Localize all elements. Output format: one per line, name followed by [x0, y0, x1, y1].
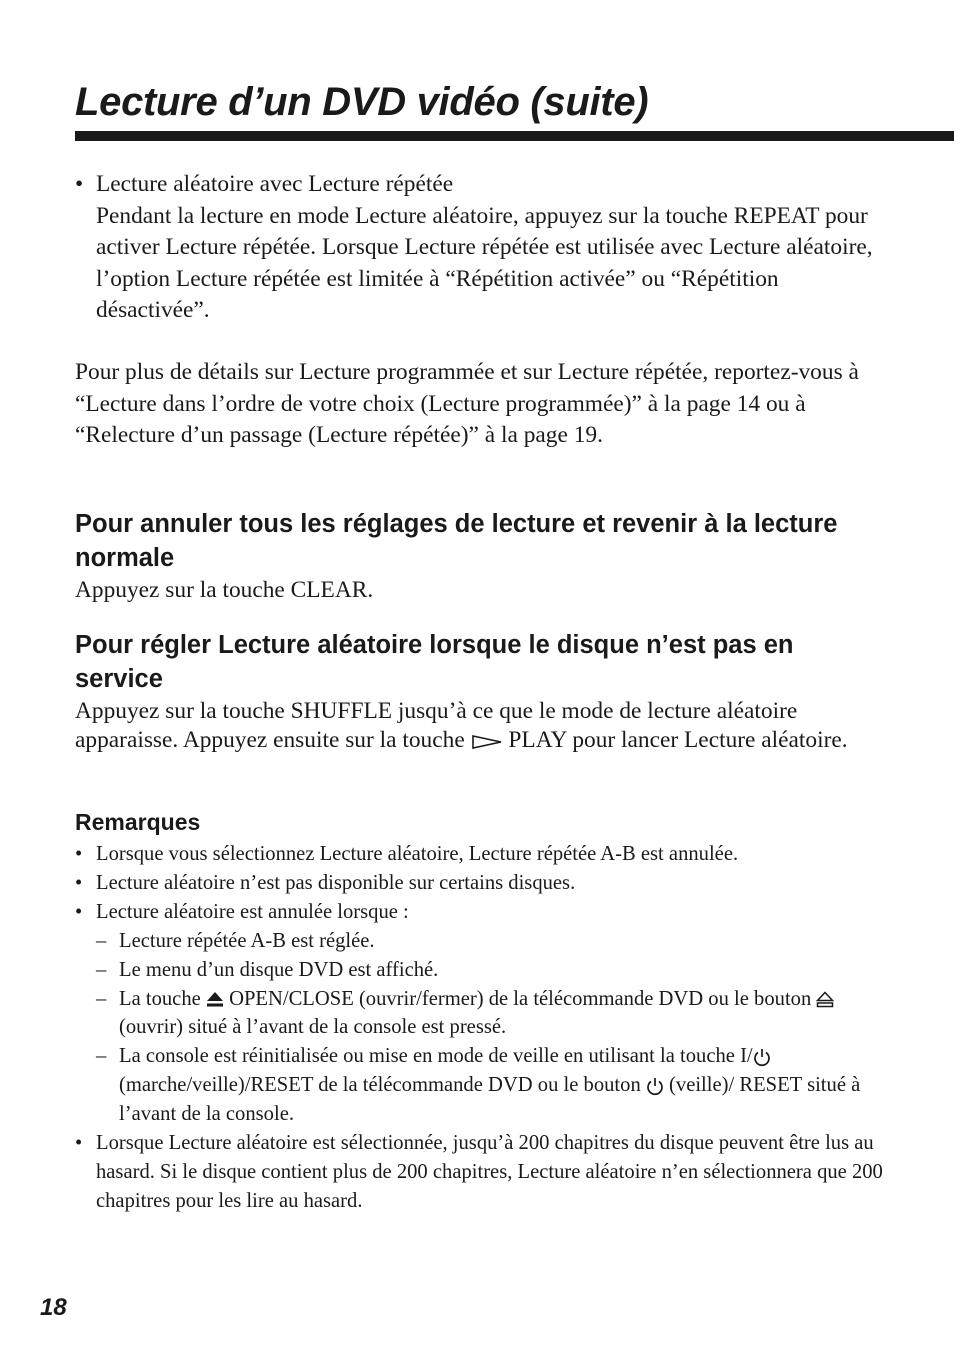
page-title: Lecture d’un DVD vidéo (suite): [75, 80, 649, 124]
note-item: • Lorsque vous sélectionnez Lecture aléatoire, Lecture répétée A-B est annulée.: [75, 843, 739, 865]
section-heading-shuffle: Pour régler Lecture aléatoire lorsque le disque n’est pas en service: [75, 631, 794, 693]
note-subitem: – Le menu d’un disque DVD est affiché.: [96, 958, 439, 981]
notes-list: [75, 840, 895, 1216]
note-subitem: – La console est réinitialisée ou mise en mode de veille en utilisant la touche I/ (marche/veille)/RESET de la télécommande DVD ou le bouton (veille)/ RESET situé à l’avant de la console.: [96, 1045, 861, 1126]
notes-heading: Remarques: [75, 809, 201, 835]
power-icon: [646, 1077, 664, 1096]
note-subitem: – La touche OPEN/CLOSE (ouvrir/fermer) de la télécommande DVD ou le bouton (ouvrir) situé à l’avant de la console est pressé.: [75, 985, 895, 1043]
note-subitem: – Lecture répétée A-B est réglée.: [96, 929, 375, 952]
eject-icon: [206, 991, 224, 1008]
section-heading-cancel: Pour annuler tous les réglages de lecture et revenir à la lecture normale: [75, 510, 838, 572]
power-icon: [753, 1048, 771, 1067]
note-item: • Lecture aléatoire est annulée lorsque :: [75, 900, 409, 923]
section-body-cancel: Appuyez sur la touche CLEAR.: [75, 577, 374, 603]
details-paragraph: Pour plus de détails sur Lecture programmée et sur Lecture répétée, reportez-vous à “Lecture dans l’ordre de votre choix (Lecture programmée)” à la page 14 ou à “Relecture d’un passage (Lecture répétée)” à la page 19.: [75, 359, 859, 448]
bullet-heading: Lecture aléatoire avec Lecture répétée: [96, 171, 454, 197]
note-item: • Lecture aléatoire n’est pas disponible sur certains disques.: [75, 871, 576, 894]
eject-outline-icon: [816, 991, 834, 1008]
bullet-body: Pendant la lecture en mode Lecture aléatoire, appuyez sur la touche REPEAT pour activer Lecture répétée. Lorsque Lecture répétée est utilisée avec Lecture aléatoire, l’option Lecture répétée est limitée à “Répétition activée” ou “Répétition désactivée”.: [96, 202, 873, 323]
bullet: •: [75, 171, 84, 197]
bullet-random-repeat: [75, 169, 890, 327]
title-rule: [75, 131, 954, 141]
section-body-shuffle: Appuyez sur la touche SHUFFLE jusqu’à ce que le mode de lecture aléatoire apparaisse. Appuyez ensuite sur la touche PLAY pour lancer Lecture aléatoire.: [75, 698, 848, 753]
page-number: 18: [40, 1294, 67, 1321]
note-item: • Lorsque Lecture aléatoire est sélectionnée, jusqu’à 200 chapitres du disque peuvent être lus au hasard. Si le disque contient plus de 200 chapitres, Lecture aléatoire n’en sélectionnera que 200 chapitres pour les lire au hasard.: [75, 1132, 883, 1212]
play-icon: [471, 734, 503, 750]
